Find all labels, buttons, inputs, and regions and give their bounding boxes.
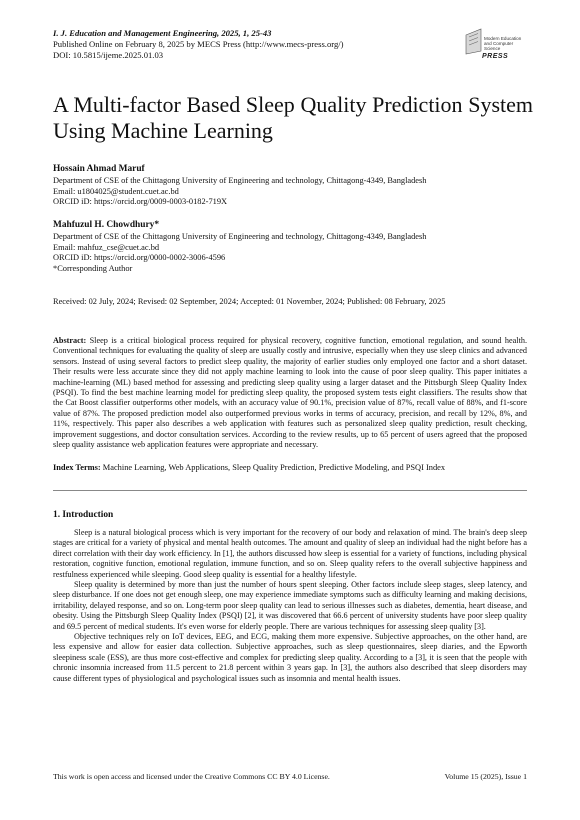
- published-line: Published Online on February 8, 2025 by MECS Press (http://www.mecs-press.org/): [53, 39, 344, 49]
- logo-text: [484, 36, 530, 51]
- journal-name: I. J. Education and Management Engineering, 2025, 1, 25-43: [53, 28, 272, 38]
- corresponding-note: *Corresponding Author: [53, 263, 133, 273]
- author-name: Hossain Ahmad Maruf: [53, 164, 145, 174]
- author-dept: Department of CSE of the Chittagong University of Engineering and technology, Chittagong-4349, Bangladesh: [53, 232, 427, 241]
- author-email: Email: u1804025@student.cuet.ac.bd: [53, 186, 179, 196]
- author-orcid: ORCID iD: https://orcid.org/0009-0003-0182-719X: [53, 197, 228, 207]
- paragraph: Objective techniques rely on IoT devices, EEG, and ECG, making them more expensive. Subjective approaches, on the other hand, are less expensive and allow for easier data collection. Subjective approaches, such as sleep questionnaires, sleep diaries, and the Epworth sleepiness scale (ESS), are thus more cost-effective and complex for predicting sleep quality. According to a [3], it is seen that the people with chronic insomnia increased from 11.5 percent to 21.8 percent within 3 years gap. In [3], the authors also described that sleep disorders may cause different types of physiological and psychological issues such as insomnia and mental health issues.: [53, 632, 527, 683]
- logo-line-1: Modern Education: [484, 36, 522, 41]
- abstract-label: Abstract:: [53, 336, 87, 345]
- license-text: This work is open access and licensed under the Creative Commons CC BY 4.0 License.: [53, 772, 330, 781]
- introduction-body: [53, 528, 527, 684]
- paragraph: Sleep quality is determined by more than just the number of hours spent sleeping. Other factors include sleep stages, sleep latency, and sleep disturbance. If one does not get enough sleep, one may experience immediate symptoms such as difficulty learning and making decisions, irritability, delayed response, and so on. Long-term poor sleep quality can lead to serious illnesses such as diabetes, dementia, heart disease, and obesity. Using the Pittsburgh Sleep Quality Index (PSQI) [2], it was discovered that 66.6 percent of university students have poor sleep quality and 69.5 percent of medical students. It's even worse for elderly people. There are various techniques for assessing sleep quality [3].: [53, 580, 527, 631]
- section-divider: [53, 490, 527, 491]
- index-terms: [53, 463, 527, 474]
- press-emblem-icon: [464, 27, 484, 55]
- author-email: Email: mahfuz_cse@cuet.ac.bd: [53, 242, 160, 252]
- mecs-press-logo: [464, 27, 530, 67]
- paragraph: Sleep is a natural biological process which is very important for the recovery of our body and relaxation of mind. The brain's deep sleep stages are critical for a variety of physical and mental health outcomes. The amount and quality of sleep an individual had the night before has a direct correlation with their day work efficiency. In [1], the authors discussed how sleep is essential for a variety of functions, including physical restoration, cognitive function, emotional regulation, immune function, and so on. Sleep quality refers to the overall subjective happiness and restfulness experienced while sleeping. Good sleep quality is essential for a healthy lifestyle.: [53, 528, 527, 579]
- abstract: [53, 336, 527, 450]
- page-footer: [53, 772, 527, 781]
- volume-issue: Volume 15 (2025), Issue 1: [444, 772, 527, 781]
- author-block-2: [53, 219, 533, 274]
- section-heading: 1. Introduction: [53, 510, 114, 520]
- author-name: Mahfuzul H. Chowdhury*: [53, 220, 160, 230]
- author-orcid: ORCID iD: https://orcid.org/0000-0002-3006-4596: [53, 253, 226, 263]
- logo-press: PRESS: [482, 53, 509, 60]
- doi-line: DOI: 10.5815/ijeme.2025.01.03: [53, 50, 164, 60]
- abstract-text: Sleep is a critical biological process required for physical recovery, cognitive function, emotional regulation, and sound health. Conventional techniques for evaluating the quality of sleep are usually costly and intrusive, especially when they use sleep clinics and advanced sensors. Instead of using several factors to predict sleep quality, the majority of earlier studies only employed one factor and a short dataset. Their results were less accurate since they did not apply machine learning to look into the cause of poor sleep quality. This paper initiates a machine-learning (ML) based method for assessing and predicting sleep quality using a larger dataset and the Pittsburgh Sleep Quality Index (PSQI). To find the best machine learning model for predicting sleep quality, the proposed system tests eight classifiers. The results show that the Cat Boost classifier outperforms other models, with an accuracy value of 90.1%, precision value of 87%, recall value of 88%, and f1-score value of 87%. The proposed prediction model also outperformed previous works in terms of accuracy, precision, and recall by 12%, 8%, and 11%, respectively. This paper also describes a web application with features such as personalized sleep quality prediction, result checking, improvement suggestions, and doctor consultation services. According to the review results, up to 65 percent of users agreed that the proposed sleep quality assistance web application features were appropriate and necessary.: [53, 336, 527, 450]
- journal-header: [53, 28, 344, 61]
- author-block-1: [53, 163, 533, 208]
- paper-title: A Multi-factor Based Sleep Quality Prediction System Using Machine Learning: [53, 92, 533, 143]
- author-dept: Department of CSE of the Chittagong University of Engineering and technology, Chittagong-4349, Bangladesh: [53, 176, 427, 185]
- logo-line-2: and Computer Science: [484, 41, 514, 51]
- submission-dates: Received: 02 July, 2024; Revised: 02 September, 2024; Accepted: 01 November, 2024; Published: 08 February, 2025: [53, 297, 446, 306]
- index-terms-label: Index Terms:: [53, 463, 101, 472]
- index-terms-text: Machine Learning, Web Applications, Sleep Quality Prediction, Predictive Modeling, and PSQI Index: [100, 463, 446, 472]
